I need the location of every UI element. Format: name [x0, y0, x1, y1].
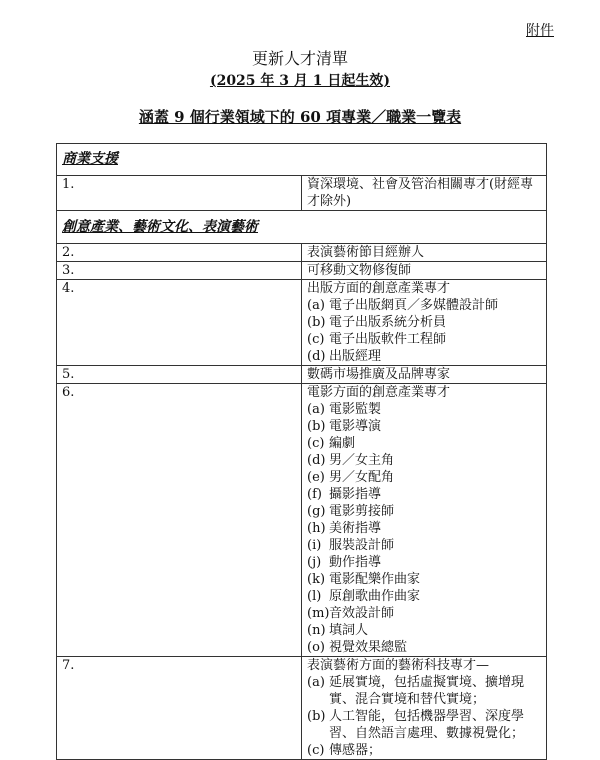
sub-item-label: (c) [307, 332, 325, 347]
sub-item-label: (d) [307, 453, 326, 468]
table-row [57, 176, 547, 211]
sub-item-text: 男／女配角 [329, 470, 395, 485]
item-number: 1. [57, 176, 302, 211]
sub-item-label: (k) [307, 572, 326, 587]
item-text: 電影方面的創意產業專才 [307, 385, 451, 400]
sub-item-label: (a) [307, 675, 325, 690]
category-row [57, 144, 547, 176]
table-title: 涵蓋 9 個行業領域下的 60 項專業／職業一覽表 [138, 108, 462, 126]
sub-item-text: 攝影指導 [329, 487, 382, 502]
category-label: 創意產業、藝術文化、表演藝術 [57, 211, 547, 244]
sub-item-label: (b) [307, 419, 326, 434]
sub-item [307, 639, 541, 656]
sub-item-text: 男／女主角 [329, 453, 395, 468]
sub-item-text: 電影配樂作曲家 [329, 572, 421, 587]
sub-item [307, 605, 541, 622]
sub-item-label: (f) [307, 487, 322, 502]
sub-item-text: 出版經理 [329, 349, 382, 364]
sub-item [307, 537, 541, 554]
sub-item-label: (d) [307, 349, 326, 364]
category-label: 商業支援 [57, 144, 547, 176]
item-cell [302, 657, 547, 760]
sub-item-label: (l) [307, 589, 322, 604]
item-text: 出版方面的創意產業專才 [307, 281, 451, 296]
item-cell [302, 384, 547, 657]
sub-item [307, 486, 541, 503]
sub-item-label: (h) [307, 521, 326, 536]
sub-item-text: 傳感器； [329, 743, 382, 758]
sub-item [307, 331, 541, 348]
sub-item-label: (n) [307, 623, 326, 638]
sub-item-label: (j) [307, 555, 322, 570]
sub-item-text: 延展實境，包括虛擬實境、擴增現實、混合實境和替代實境； [329, 675, 525, 707]
item-number: 3. [57, 262, 302, 280]
sub-item [307, 674, 541, 708]
table-row [57, 366, 547, 384]
sub-item [307, 348, 541, 365]
sub-item [307, 571, 541, 588]
talent-list-table [56, 143, 547, 760]
sub-item-text: 電影導演 [329, 419, 382, 434]
sub-item-text: 電影監製 [329, 402, 382, 417]
sub-item [307, 588, 541, 605]
sub-item [307, 520, 541, 537]
sub-item [307, 554, 541, 571]
table-row [57, 280, 547, 366]
table-row [57, 657, 547, 760]
item-text: 資深環境、社會及管治相關專才(財經專才除外) [302, 176, 547, 211]
sub-item-text: 音效設計師 [329, 606, 395, 621]
sub-item-text: 電子出版軟件工程師 [329, 332, 447, 347]
sub-item-label: (i) [307, 538, 322, 553]
sub-item [307, 314, 541, 331]
table-row [57, 244, 547, 262]
sub-item-label: (b) [307, 709, 326, 724]
sub-item-text: 原創歌曲作曲家 [329, 589, 421, 604]
annex-label: 附件 [526, 23, 554, 39]
sub-item-label: (g) [307, 504, 326, 519]
item-number: 7. [57, 657, 302, 760]
sub-item-text: 美術指導 [329, 521, 382, 536]
category-row [57, 211, 547, 244]
sub-item-label: (c) [307, 743, 325, 758]
sub-item-text: 服裝設計師 [329, 538, 395, 553]
item-number: 6. [57, 384, 302, 657]
sub-item [307, 622, 541, 639]
item-text: 表演藝術方面的藝術科技專才— [307, 658, 490, 673]
item-number: 5. [57, 366, 302, 384]
sub-item [307, 708, 541, 742]
effective-date: (2025 年 3 月 1 日起生效) [209, 73, 391, 89]
sub-item [307, 469, 541, 486]
sub-item-text: 電影剪接師 [329, 504, 395, 519]
item-text: 數碼市場推廣及品牌專家 [302, 366, 547, 384]
document-title: 更新人才清單 [251, 49, 348, 68]
item-number: 2. [57, 244, 302, 262]
sub-item-text: 填詞人 [329, 623, 369, 638]
table-row [57, 384, 547, 657]
sub-item [307, 435, 541, 452]
sub-item-text: 電子出版系統分析員 [329, 315, 447, 330]
sub-item-label: (a) [307, 402, 325, 417]
sub-item-text: 人工智能，包括機器學習、深度學習、自然語言處理、數據視覺化； [329, 709, 525, 741]
sub-item-text: 視覺效果總監 [329, 640, 408, 655]
item-number: 4. [57, 280, 302, 366]
sub-item-label: (o) [307, 640, 325, 655]
sub-item [307, 418, 541, 435]
item-text: 表演藝術節目經辦人 [302, 244, 547, 262]
sub-item-text: 編劇 [329, 436, 356, 451]
table-row [57, 262, 547, 280]
sub-item-text: 動作指導 [329, 555, 382, 570]
item-cell [302, 280, 547, 366]
sub-item-label: (c) [307, 436, 325, 451]
sub-item-label: (m) [307, 606, 330, 621]
sub-item-label: (a) [307, 298, 325, 313]
sub-item [307, 503, 541, 520]
sub-item [307, 297, 541, 314]
sub-item-label: (b) [307, 315, 326, 330]
sub-item [307, 452, 541, 469]
sub-item [307, 401, 541, 418]
sub-item-text: 電子出版網頁／多媒體設計師 [329, 298, 499, 313]
item-text: 可移動文物修復師 [302, 262, 547, 280]
sub-item-label: (e) [307, 470, 325, 485]
